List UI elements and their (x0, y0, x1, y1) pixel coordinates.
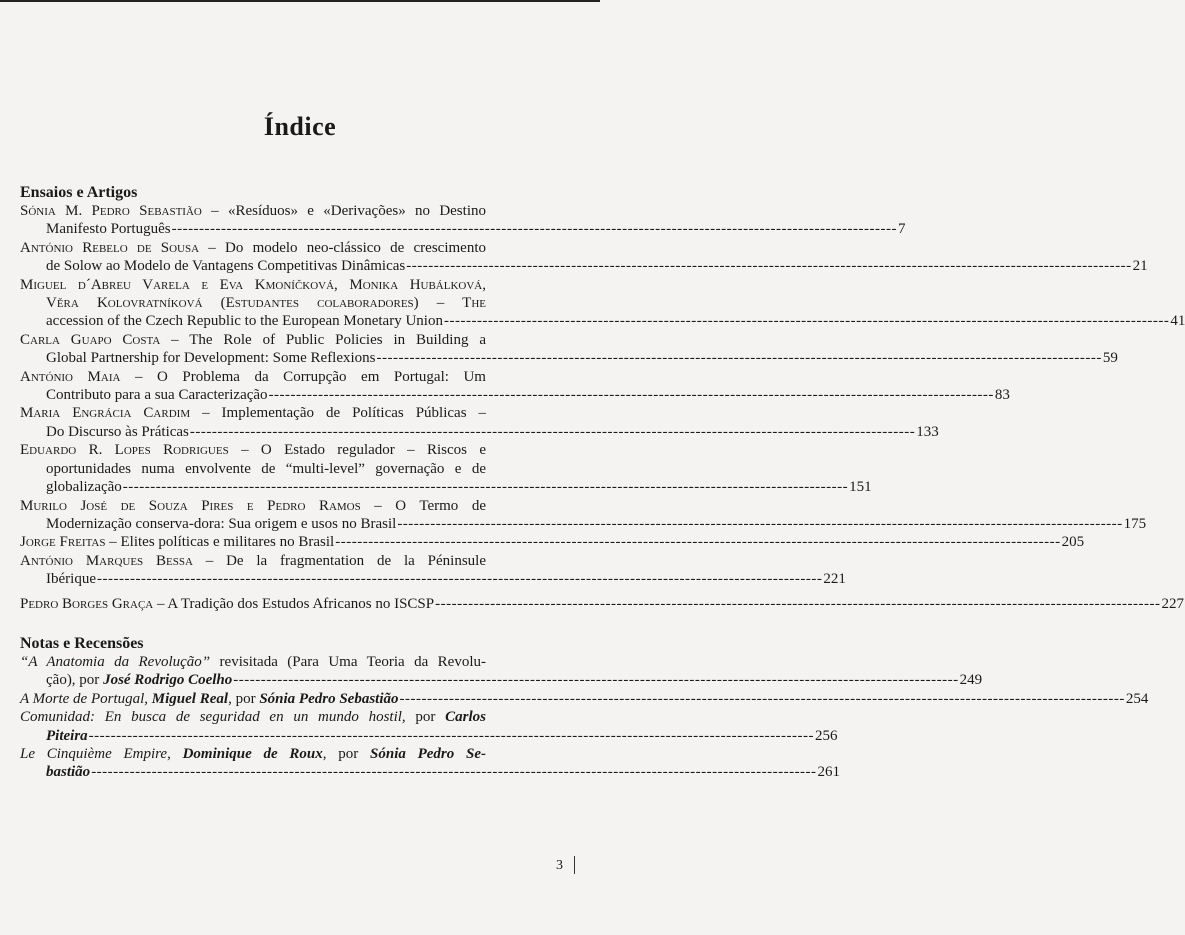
top-rule (0, 0, 600, 2)
leader-dots (89, 728, 814, 744)
leader-dots (397, 516, 1122, 532)
section-heading-notas: Notas e Recensões (20, 634, 144, 652)
entry-author: Murilo José de Souza Pires e Pedro Ramos (20, 497, 361, 514)
toc-entry[interactable]: Maria Engrácia Cardim – Implementação de Políticas Públicas – Do Discurso às Práticas----- 133 (20, 404, 486, 441)
entry-author: bastião (46, 764, 91, 781)
leader-dots (91, 764, 816, 780)
page-number: 41 (1170, 313, 1185, 330)
leader-dots (269, 387, 994, 403)
entry-author: Sónia Pedro Sebastião (259, 690, 399, 707)
leader-dots (190, 424, 915, 440)
leader-dots (406, 258, 1131, 274)
entry-author: José Rodrigo Coelho (103, 672, 233, 689)
page-number: 133 (916, 423, 939, 440)
toc-entry[interactable]: Jorge Freitas – Elites políticas e militares no Brasil----- 205 (20, 533, 486, 551)
toc-entry[interactable]: António Rebelo de Sousa – Do modelo neo-clássico de crescimento de Solow ao Modelo de Vantagens Competitivas Dinâmicas----- 21 (20, 239, 486, 276)
page-number: 254 (1125, 690, 1149, 707)
entry-author: Carlos (445, 709, 486, 726)
entry-author: Pedro Borges Graça (20, 595, 154, 612)
entry-author: Sónia M. Pedro Sebastião (20, 203, 202, 219)
entry-author: Věra Kolovratníková (Estudantes colaboradores) – The (46, 295, 486, 312)
entry-author: Eduardo R. Lopes Rodrigues (20, 442, 229, 459)
page-number: 261 (817, 764, 841, 781)
toc-entry[interactable]: Pedro Borges Graça – A Tradição dos Estudos Africanos no ISCSP----- 227 (20, 595, 486, 613)
page-number: 205 (1061, 534, 1085, 551)
page-number: 256 (815, 727, 838, 744)
page-number: 151 (849, 479, 872, 496)
entry-author: Miguel d´Abreu Varela e Eva Kmoníčková, Monika Hubálková, (20, 276, 486, 293)
entry-author: Piteira (46, 727, 88, 744)
entry-author: Sónia Pedro Se- (370, 745, 487, 762)
entry-author: Jorge Freitas (20, 534, 106, 551)
page-number: 7 (897, 221, 906, 238)
leader-dots (444, 313, 1169, 329)
toc-entry[interactable]: Miguel d´Abreu Varela e Eva Kmoníčková, Monika Hubálková, Věra Kolovratníková (Estudantes colaboradores) – The accession of the Czech Republic to the European Monetary Union----- 41 (20, 276, 486, 331)
entry-author: António Rebelo de Sousa (20, 239, 200, 256)
entry-author: António Maia (20, 368, 121, 385)
page-title: Índice (263, 112, 337, 141)
toc-entry[interactable]: Murilo José de Souza Pires e Pedro Ramos – O Termo de Modernização conserva-dora: Sua origem e usos no Brasil----- 175 (20, 497, 486, 534)
entry-author: Dominique de Roux (182, 745, 323, 762)
section-heading-ensaios: Ensaios e Artigos (20, 184, 138, 201)
toc-entry[interactable]: “A Anatomia da Revolução” revisitada (Para Uma Teoria da Revolu- ção), por José Rodrigo Coelho----- 249 (20, 653, 486, 690)
page-number: 249 (959, 672, 983, 689)
page-number: 175 (1123, 515, 1147, 532)
leader-dots (377, 350, 1102, 366)
leader-dots (335, 534, 1060, 550)
leader-dots (435, 596, 1160, 612)
entry-title: Le Cinquième Empire, (20, 745, 171, 762)
toc-entry[interactable]: Eduardo R. Lopes Rodrigues – O Estado regulador – Riscos e oportunidades numa envolvente de “multi-level” governação e de globalização----- 151 (20, 441, 486, 496)
entry-author: Carla Guapo Costa (20, 331, 161, 348)
leader-dots (123, 479, 848, 495)
leader-dots (233, 672, 958, 688)
toc-entry[interactable]: António Maia – O Problema da Corrupção em Portugal: Um Contributo para a sua Caracterização----- 83 (20, 368, 486, 405)
entry-title: A Morte de Portugal, (20, 690, 149, 707)
toc-entry[interactable]: A Morte de Portugal, Miguel Real, por Sónia Pedro Sebastião----- 254 (20, 690, 486, 708)
page-number: 227 (1161, 595, 1184, 612)
entry-title: “A Anatomia da Revolução” (20, 653, 211, 670)
entry-author: Miguel Real (151, 690, 229, 707)
entry-author: António Marques Bessa (20, 552, 193, 569)
entry-author: Maria Engrácia Cardim (20, 405, 191, 422)
toc-entry[interactable]: Comunidad: En busca de seguridad en un mundo hostil, por Carlos Piteira----- 256 (20, 708, 486, 745)
toc-entry[interactable]: Carla Guapo Costa – The Role of Public Policies in Building a Global Partnership for Development: Some Reflexions----- 59 (20, 331, 486, 368)
page-number: 83 (994, 387, 1010, 404)
entry-title: Comunidad: En busca de seguridad en un mundo hostil, (20, 709, 406, 726)
toc-content (20, 184, 1185, 782)
toc-entry[interactable]: Sónia M. Pedro Sebastião – «Resíduos» e «Derivações» no Destino Manifesto Português----- 7 (20, 202, 486, 239)
leader-dots (172, 221, 897, 237)
footer-divider (574, 856, 575, 874)
toc-entry[interactable]: Le Cinquième Empire, Dominique de Roux, por Sónia Pedro Se- bastião----- 261 (20, 745, 486, 782)
toc-entry[interactable]: António Marques Bessa – De la fragmentation de la Péninsule Ibérique----- 221 (20, 552, 486, 589)
leader-dots (400, 691, 1125, 707)
page-number: 221 (823, 571, 846, 588)
leader-dots (97, 571, 822, 587)
footer-page-number: 3 (556, 858, 563, 873)
page-number: 21 (1132, 258, 1148, 275)
page-number: 59 (1102, 350, 1118, 367)
